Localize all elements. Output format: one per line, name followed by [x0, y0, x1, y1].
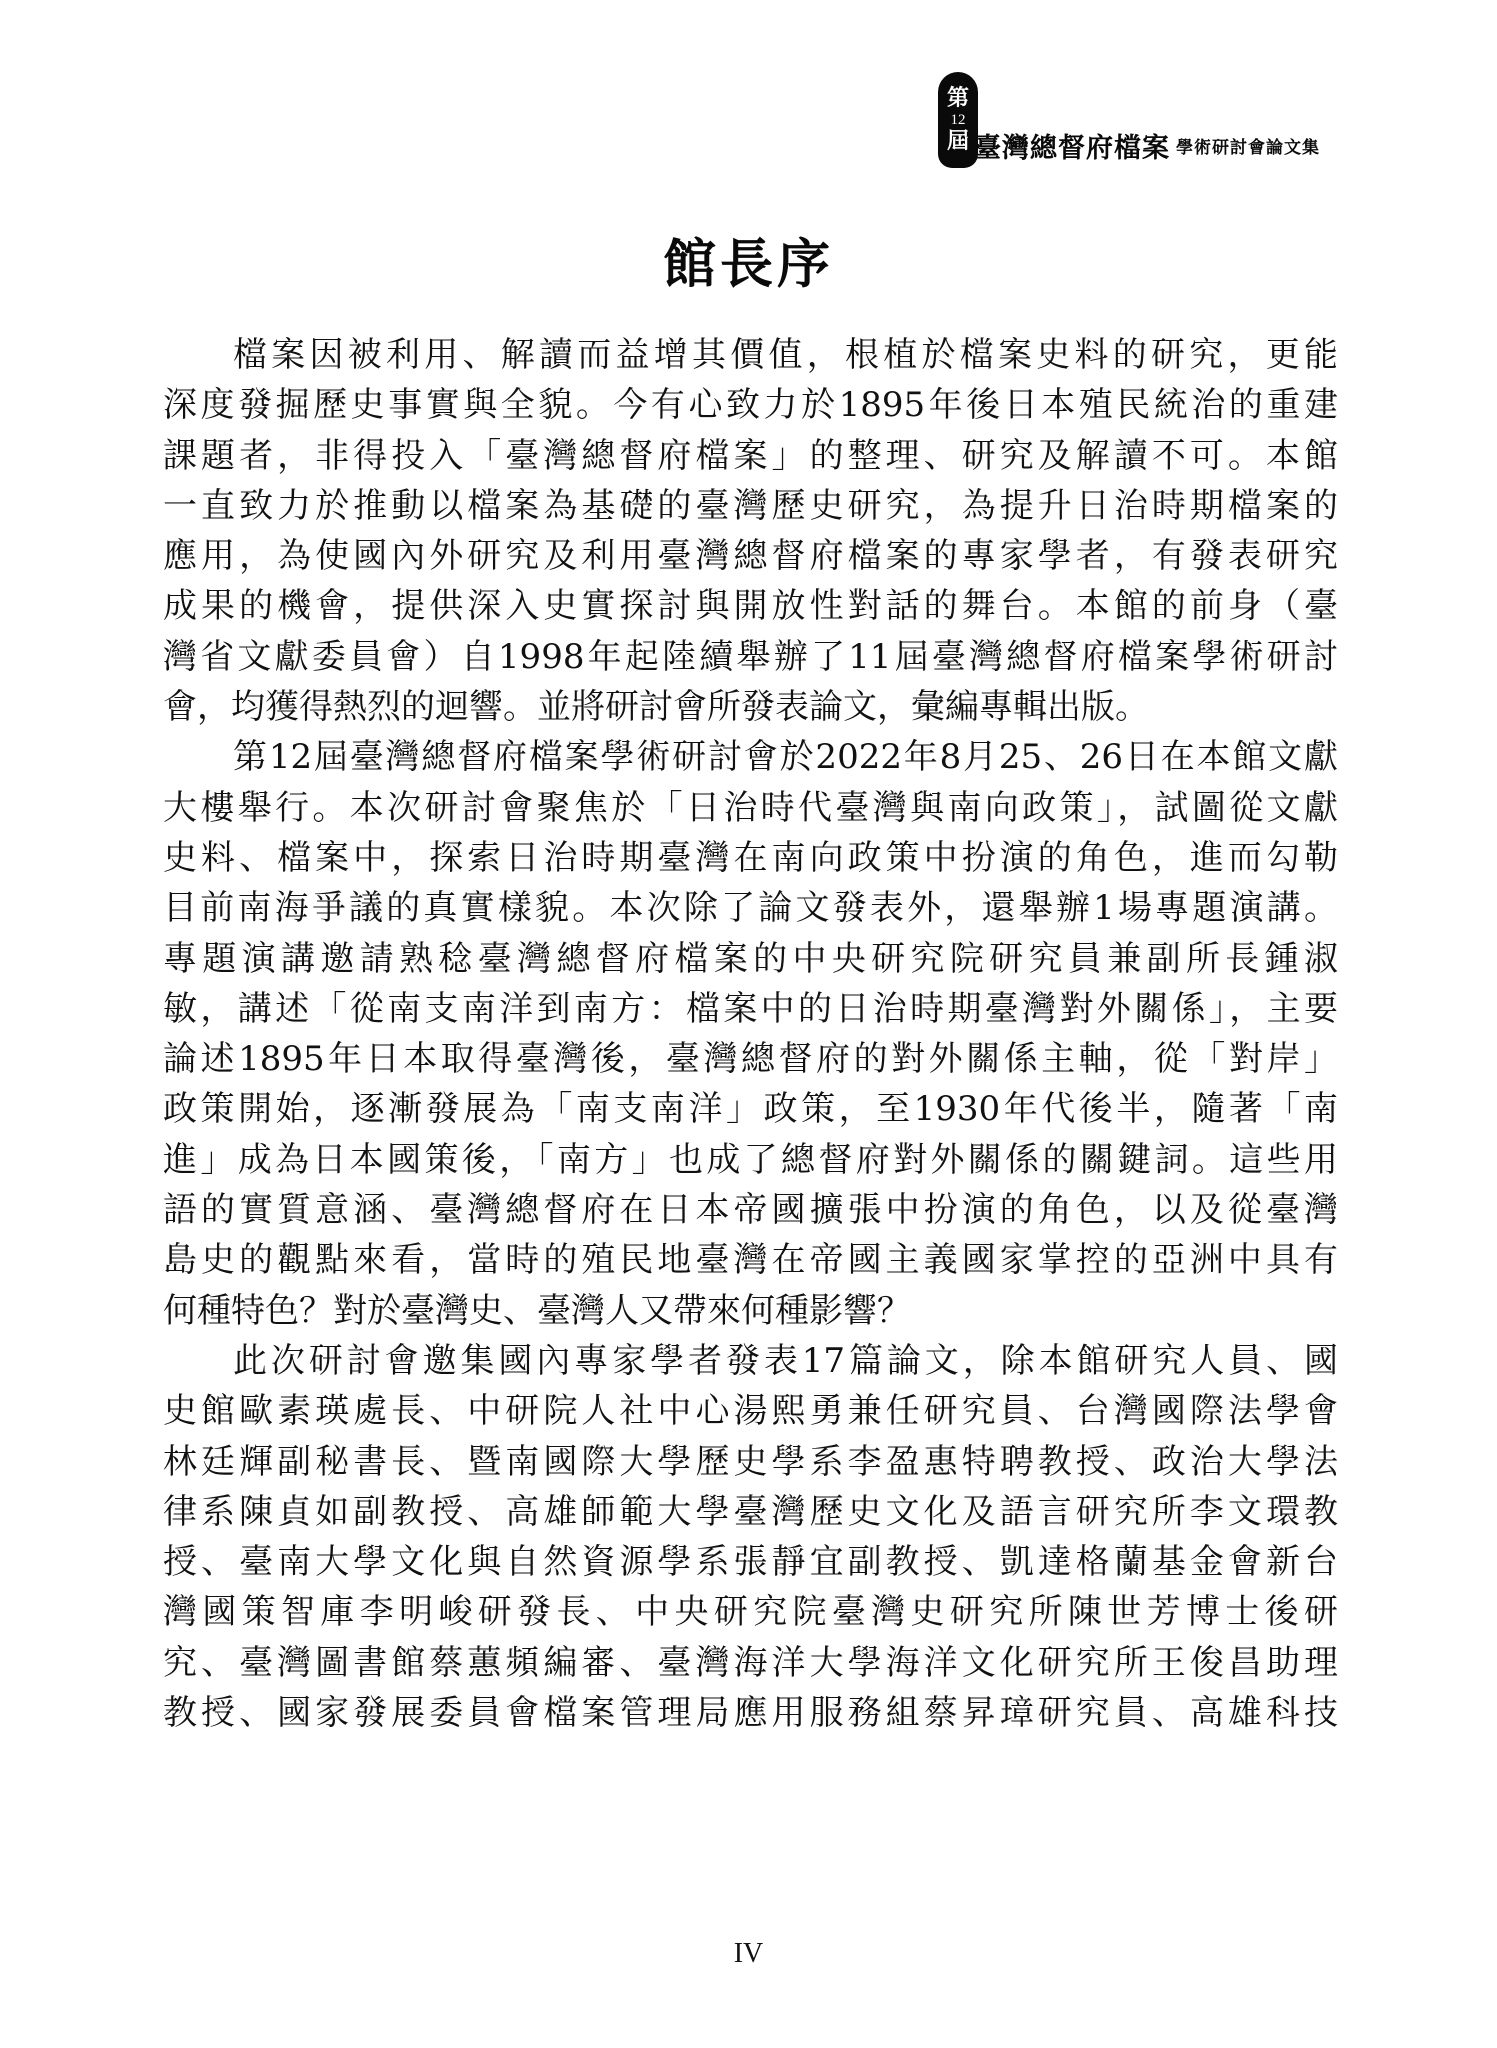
- edition-badge-top: 第: [946, 85, 969, 111]
- text-line: 史館歐素瑛處長、中研院人社中心湯熙勇兼任研究員、台灣國際法學會: [163, 1391, 1338, 1432]
- page-title: 館長序: [663, 234, 834, 295]
- text-line: 敏，講述「從南支南洋到南方：檔案中的日治時期臺灣對外關係」，主要: [163, 988, 1338, 1029]
- text-line: 進」成為日本國策後，「南方」也成了總督府對外關係的關鍵詞。這些用: [163, 1139, 1338, 1180]
- edition-badge: [938, 72, 978, 168]
- text-line: 此次研討會邀集國內專家學者發表17篇論文，除本館研究人員、國: [233, 1340, 1338, 1381]
- text-line: 授、臺南大學文化與自然資源學系張靜宜副教授、凱達格蘭基金會新台: [163, 1542, 1338, 1583]
- text-line: 論述1895年日本取得臺灣後，臺灣總督府的對外關係主軸，從「對岸」: [163, 1039, 1338, 1080]
- series-title: 臺灣總督府檔案: [974, 133, 1170, 164]
- edition-badge-bottom: 屆: [946, 128, 969, 154]
- running-header: [938, 72, 1338, 172]
- text-line: 課題者，非得投入「臺灣總督府檔案」的整理、研究及解讀不可。本館: [163, 435, 1338, 476]
- text-line: 成果的機會，提供深入史實探討與開放性對話的舞台。本館的前身（臺: [163, 586, 1338, 627]
- text-line: 律系陳貞如副教授、高雄師範大學臺灣歷史文化及語言研究所李文環教: [163, 1491, 1338, 1532]
- text-line: 史料、檔案中，探索日治時期臺灣在南向政策中扮演的角色，進而勾勒: [163, 837, 1338, 878]
- text-line: 教授、國家發展委員會檔案管理局應用服務組蔡昇璋研究員、高雄科技: [163, 1693, 1338, 1734]
- text-line: 會，均獲得熱烈的迴響。並將研討會所發表論文，彙編專輯出版。: [163, 687, 1149, 728]
- text-line: 第12屆臺灣總督府檔案學術研討會於2022年8月25、26日在本館文獻: [233, 737, 1338, 778]
- text-line: 大樓舉行。本次研討會聚焦於「日治時代臺灣與南向政策」，試圖從文獻: [163, 787, 1338, 828]
- text-line: 灣省文獻委員會）自1998年起陸續舉辦了11屆臺灣總督府檔案學術研討: [163, 636, 1338, 677]
- text-line: 究、臺灣圖書館蔡蕙頻編審、臺灣海洋大學海洋文化研究所王俊昌助理: [163, 1642, 1338, 1683]
- text-line: 應用，為使國內外研究及利用臺灣總督府檔案的專家學者，有發表研究: [163, 536, 1338, 577]
- text-line: 檔案因被利用、解讀而益增其價值，根植於檔案史料的研究，更能: [233, 335, 1338, 375]
- edition-badge-number: 12: [950, 111, 966, 128]
- text-line: 林廷輝副秘書長、暨南國際大學歷史學系李盈惠特聘教授、政治大學法: [163, 1441, 1338, 1482]
- text-line: 何種特色？對於臺灣史、臺灣人又帶來何種影響？: [163, 1290, 911, 1331]
- text-line: 政策開始，逐漸發展為「南支南洋」政策，至1930年代後半，隨著「南: [163, 1089, 1338, 1130]
- text-line: 一直致力於推動以檔案為基礎的臺灣歷史研究，為提升日治時期檔案的: [163, 485, 1338, 526]
- text-line: 語的實質意涵、臺灣總督府在日本帝國擴張中扮演的角色，以及從臺灣: [163, 1190, 1338, 1231]
- text-line: 灣國策智庫李明峻研發長、中央研究院臺灣史研究所陳世芳博士後研: [163, 1592, 1338, 1633]
- series-subtitle: 學術研討會論文集: [1176, 138, 1320, 158]
- body-text: [163, 330, 1338, 1738]
- text-line: 目前南海爭議的真實樣貌。本次除了論文發表外，還舉辦1場專題演講。: [163, 888, 1338, 929]
- text-line: 島史的觀點來看，當時的殖民地臺灣在帝國主義國家掌控的亞洲中具有: [163, 1240, 1338, 1281]
- text-line: 專題演講邀請熟稔臺灣總督府檔案的中央研究院研究員兼副所長鍾淑: [163, 938, 1338, 979]
- page-number: IV: [733, 1938, 764, 1969]
- text-line: 深度發掘歷史事實與全貌。今有心致力於1895年後日本殖民統治的重建: [163, 385, 1338, 426]
